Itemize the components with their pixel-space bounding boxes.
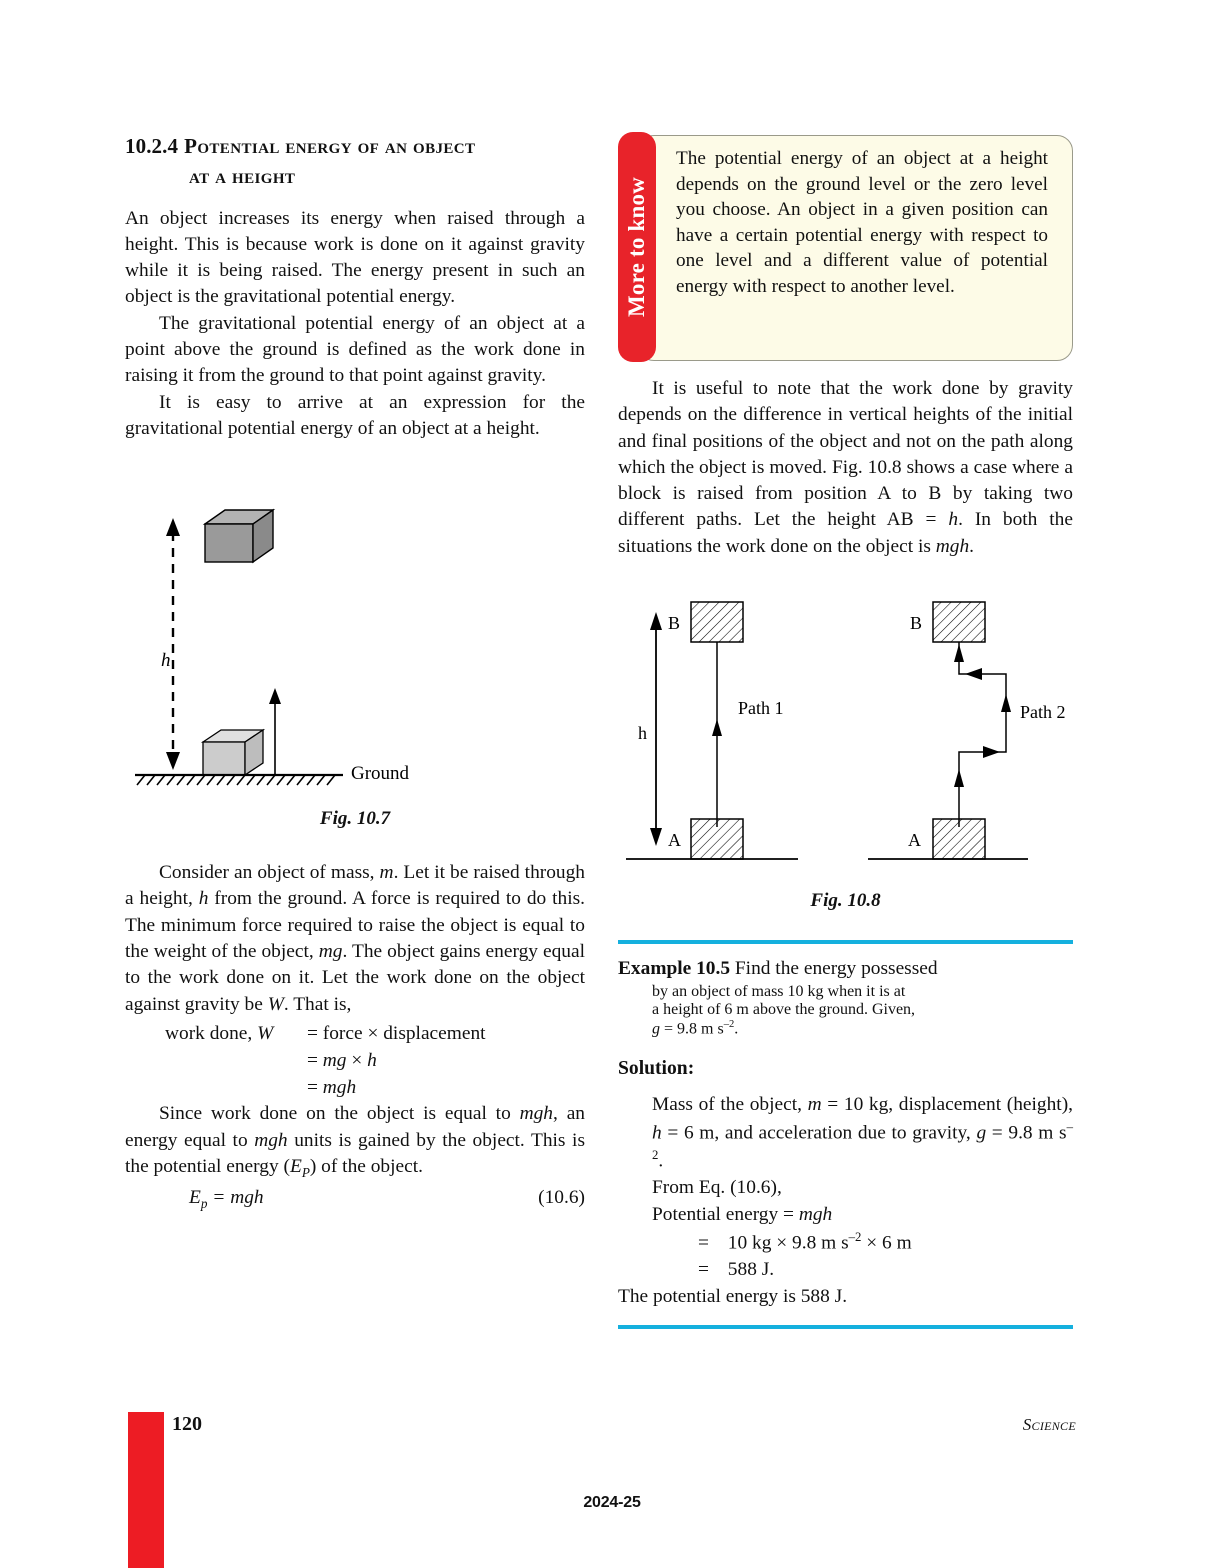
p5-var-E-sub: P [301, 1164, 310, 1180]
solution-step-1: = 10 kg × 9.8 m $s^{-2} \times 6$ m [698, 1229, 912, 1254]
figure-10-7-height-label: h [161, 650, 171, 672]
paragraph-1: An object increases its energy when raised through a height. This is because work is done on it against gravity while it is being raised. The energy present in such an object is the gravitational potential energy. [125, 207, 585, 308]
eq-line-1 [125, 1020, 585, 1047]
solution-final: The potential energy is 588 J. [618, 1285, 848, 1307]
block-a-left [691, 819, 743, 859]
figure-10-8-drawing [618, 584, 1073, 884]
figure-10-7-caption: Fig. 10.7 [319, 808, 391, 830]
example-line3: a height of 6 m above the ground. Given, [652, 1000, 916, 1018]
p5-var-mgh2: mgh [254, 1129, 288, 1151]
rp1-var-h: h [948, 509, 959, 531]
figure-10-8-panel-path2 [868, 602, 1066, 859]
p4-seg-e: . That is, [283, 993, 352, 1015]
path2-arrow-icon [959, 642, 1006, 827]
block-a-right [933, 819, 985, 859]
eq-line-2 [125, 1047, 585, 1074]
paragraph-5 [125, 1101, 585, 1181]
p4-var-W: W [267, 993, 284, 1015]
p4-seg-c: from the ground. A force is required to do this. The minimum force required to raise the object is equal to the weight of the object, [125, 888, 585, 962]
label-b-left: B [668, 612, 681, 633]
p5-var-mgh1: mgh [519, 1103, 554, 1125]
page-number: 120 [172, 1413, 202, 1435]
p4-seg-a: Consider an object of mass, [159, 862, 380, 884]
example-line4: g = 9.8 m $s^{-2}$. [652, 1018, 739, 1038]
solution-heading: Solution: [618, 1058, 695, 1080]
equation-10-6-number: (10.6) [538, 1186, 585, 1208]
edition-year: 2024-25 [583, 1494, 641, 1511]
paragraph-4 [125, 860, 585, 1018]
section-heading [125, 132, 585, 192]
force-arrow-icon [269, 688, 281, 774]
paragraph-2: The gravitational potential energy of an object at a point above the ground is defined as the work done in raising it from the ground to that point against gravity. [125, 312, 585, 387]
running-head: Science [1022, 1415, 1076, 1434]
right-column [618, 132, 1073, 1329]
eq-spacer-2 [125, 1047, 307, 1074]
raised-block-icon [205, 510, 273, 562]
example-title: Example 10.5 [618, 957, 731, 979]
equation-10-6-body: $E_p$ = mgh [189, 1186, 264, 1211]
block-b-right [933, 602, 985, 642]
p5-seg-c: units is gained by the object. This is the potential energy ( [125, 1129, 585, 1177]
left-column [125, 132, 585, 1213]
more-to-know-text: The potential energy of an object at a height depends on the ground level or the zero level you choose. An object in a given position can have a certain potential energy with respect to one level and a different value of potential energy with respect to another level. [676, 148, 1048, 297]
height-arrow-icon [650, 612, 662, 846]
path2-label: Path 2 [1020, 701, 1066, 722]
solution-pe-line: Potential energy = mgh [652, 1204, 833, 1226]
path1-arrow-icon [712, 642, 722, 827]
eq-rhs-3: = mgh [307, 1077, 357, 1099]
eq-label: work done, W [165, 1022, 274, 1044]
figure-10-7-drawing [125, 476, 585, 806]
rp1-seg-a: It is useful to note that the work done by gravity depends on the difference in vertical heights of the initial and final positions of the object and not on the path along which the object is moved. Fig. 10.8 shows a case where a block is raised from position A to B by taking two different paths. Let the height AB = [618, 378, 1073, 531]
paragraph-3: It is easy to arrive at an expression for the gravitational potential energy of an object at a height. [125, 391, 585, 439]
example-block [618, 940, 1073, 1329]
figure-10-7 [125, 476, 585, 830]
figure-10-8 [618, 584, 1073, 912]
rp1-seg-b: . In both the situations the work done on the object is [618, 509, 1073, 557]
solution-given: Mass of the object, m = 10 kg, displacement (height), h = 6 m, and acceleration due to gravity, g = 9.8 m $s^{-2}$. [652, 1094, 1073, 1172]
right-paragraph-1 [618, 376, 1073, 560]
rp1-var-mgh: mgh [935, 535, 970, 557]
height-arrow-icon [166, 518, 180, 770]
solution-body [618, 1092, 1073, 1311]
example-statement [618, 956, 1073, 983]
p4-seg-b: . Let it be raised through a height, [125, 862, 586, 910]
label-a-left: A [668, 829, 681, 850]
example-statement-body [618, 983, 1073, 1038]
label-a-right: A [908, 829, 921, 850]
more-to-know-tab-label: More to know [624, 177, 649, 317]
figure-10-8-panel-path1 [626, 602, 798, 859]
p5-seg-b: , an energy equal to [125, 1103, 586, 1151]
p4-var-mg: mg [318, 941, 343, 962]
section-title-line2: at a height [189, 163, 296, 188]
example-line1-rest: Find the energy possessed [730, 957, 938, 979]
p4-var-m: m [379, 862, 394, 884]
solution-step-2: = 588 J. [698, 1259, 775, 1281]
eq-rhs-1: = force × displacement [307, 1022, 486, 1044]
path2-arrowheads [954, 644, 1011, 787]
solution-from-eq: From Eq. (10.6), [652, 1177, 782, 1199]
block-b-left [691, 602, 743, 642]
work-done-equations [125, 1020, 585, 1101]
eq-spacer-3 [125, 1074, 307, 1101]
section-number: 10.2.4 [125, 134, 179, 158]
ground-line-icon [135, 775, 343, 785]
more-to-know-callout [618, 132, 1073, 364]
figure-10-7-ground-label: Ground [351, 763, 410, 785]
p5-seg-a: Since work done on the object is equal to [159, 1103, 520, 1125]
rp1-seg-c: . [969, 535, 975, 557]
example-rule-top [618, 940, 1073, 944]
p5-var-E: E [289, 1155, 302, 1177]
p4-seg-d: . The object gains energy equal to the work done on it. Let the work done on the object against gravity be [125, 941, 585, 1015]
figure-10-8-caption: Fig. 10.8 [810, 889, 881, 911]
section-title-line1: Potential energy of an object [184, 134, 476, 158]
example-rule-bottom [618, 1325, 1073, 1329]
equation-10-6 [125, 1184, 585, 1213]
path1-label: Path 1 [738, 697, 784, 718]
eq-rhs-2: = mg × h [307, 1050, 377, 1071]
p4-var-h: h [198, 888, 209, 910]
p5-seg-d: ) of the object. [309, 1155, 423, 1177]
more-to-know-tab [618, 132, 656, 362]
footer-accent-bar [128, 1412, 164, 1568]
ground-block-icon [203, 730, 263, 775]
example-line2: by an object of mass 10 kg when it is at [652, 982, 906, 1000]
figure-10-8-height-label: h [638, 722, 647, 743]
label-b-right: B [910, 612, 923, 633]
eq-line-3 [125, 1074, 585, 1101]
